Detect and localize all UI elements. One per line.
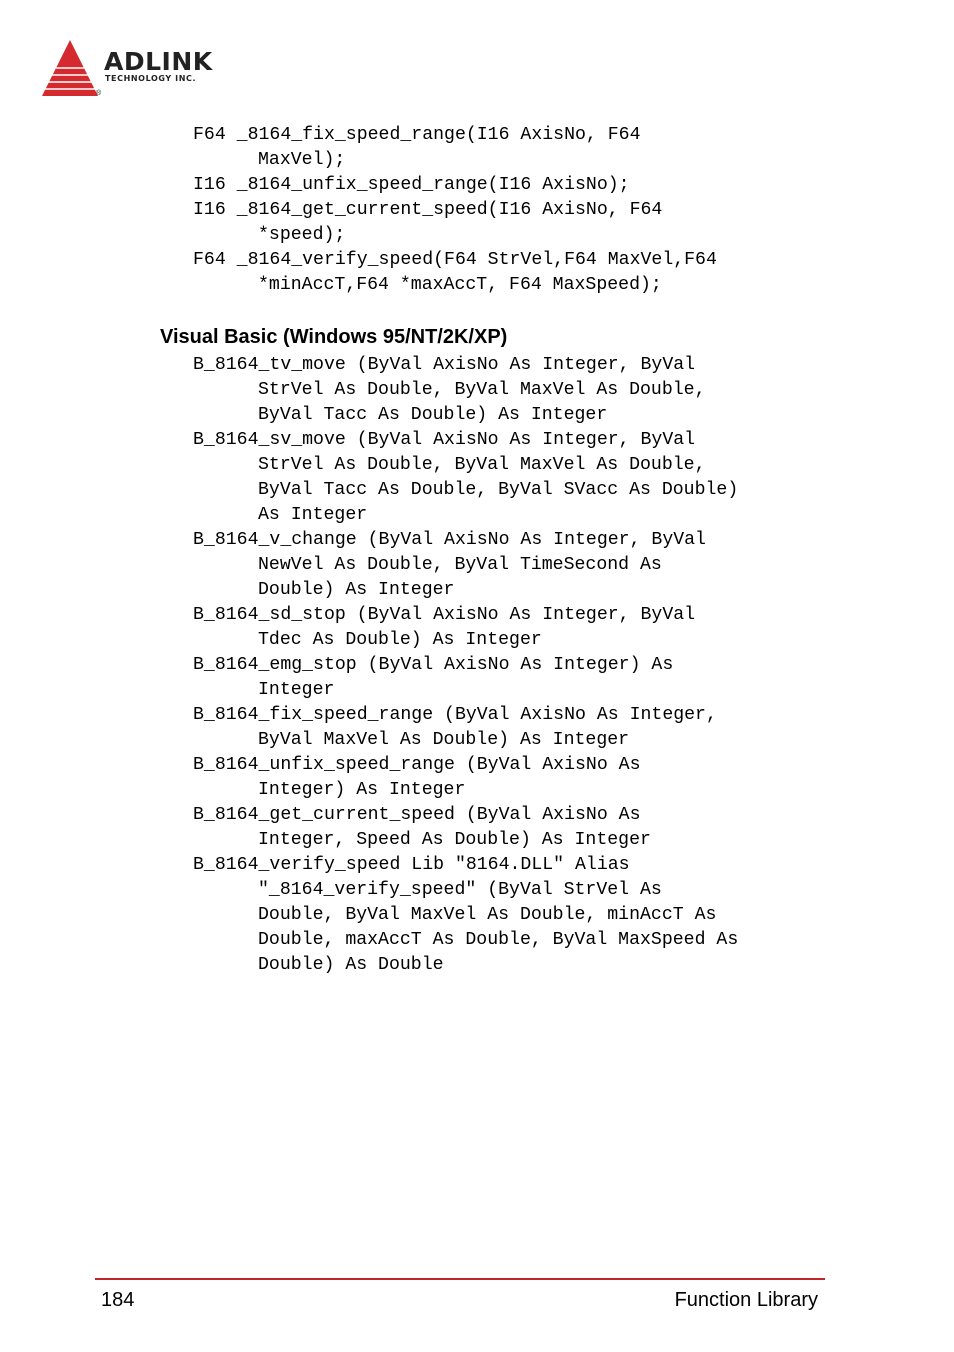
section-title-visual-basic: Visual Basic (Windows 95/NT/2K/XP) [160,326,508,348]
code-line-continuation: Double, ByVal MaxVel As Double, minAccT As [258,905,717,925]
code-line-continuation: ByVal Tacc As Double) As Integer [258,405,608,425]
code-line: B_8164_sd_stop (ByVal AxisNo As Integer, ByVal [193,605,696,625]
code-line: B_8164_get_current_speed (ByVal AxisNo As [193,805,641,825]
code-line: B_8164_tv_move (ByVal AxisNo As Integer, ByVal [193,355,696,375]
page-number: 184 [101,1289,135,1311]
code-line: B_8164_emg_stop (ByVal AxisNo As Integer) As [193,655,674,675]
logo-subtitle: TECHNOLOGY INC. [105,74,197,83]
code-line-continuation: *speed); [258,225,346,245]
code-line-continuation: Double) As Double [258,955,444,975]
code-line: I16 _8164_unfix_speed_range(I16 AxisNo); [193,175,630,195]
code-line-continuation: Double, maxAccT As Double, ByVal MaxSpeed As [258,930,739,950]
code-line: F64 _8164_verify_speed(F64 StrVel,F64 MaxVel,F64 [193,250,717,270]
code-line: I16 _8164_get_current_speed(I16 AxisNo, F64 [193,200,663,220]
vb-prototype-block [193,353,738,978]
code-line: B_8164_fix_speed_range (ByVal AxisNo As Integer, [193,705,717,725]
code-line-continuation: NewVel As Double, ByVal TimeSecond As [258,555,662,575]
code-line-continuation: Tdec As Double) As Integer [258,630,542,650]
code-line: F64 _8164_fix_speed_range(I16 AxisNo, F64 [193,125,641,145]
code-line-continuation: "_8164_verify_speed" (ByVal StrVel As [258,880,662,900]
logo-name: ADLINK [104,47,213,76]
footer-title: Function Library [674,1289,818,1311]
code-line-continuation: *minAccT,F64 *maxAccT, F64 MaxSpeed); [258,275,662,295]
adlink-triangle-icon [42,38,102,100]
code-line-continuation: MaxVel); [258,150,346,170]
footer-rule [95,1278,825,1280]
registered-mark: ® [96,90,102,97]
code-line-continuation: Integer) As Integer [258,780,466,800]
code-line-continuation: StrVel As Double, ByVal MaxVel As Double, [258,455,706,475]
code-line: B_8164_unfix_speed_range (ByVal AxisNo As [193,755,641,775]
code-line: B_8164_v_change (ByVal AxisNo As Integer, ByVal [193,530,706,550]
code-line-continuation: StrVel As Double, ByVal MaxVel As Double, [258,380,706,400]
code-line-continuation: ByVal MaxVel As Double) As Integer [258,730,630,750]
c-prototype-block [193,123,717,298]
code-line-continuation: ByVal Tacc As Double, ByVal SVacc As Double) [258,480,739,500]
adlink-logo [42,38,242,100]
code-line-continuation: Integer, Speed As Double) As Integer [258,830,651,850]
code-line-continuation: Double) As Integer [258,580,455,600]
code-line-continuation: As Integer [258,505,368,525]
code-line: B_8164_verify_speed Lib "8164.DLL" Alias [193,855,630,875]
code-line: B_8164_sv_move (ByVal AxisNo As Integer, ByVal [193,430,696,450]
code-line-continuation: Integer [258,680,335,700]
